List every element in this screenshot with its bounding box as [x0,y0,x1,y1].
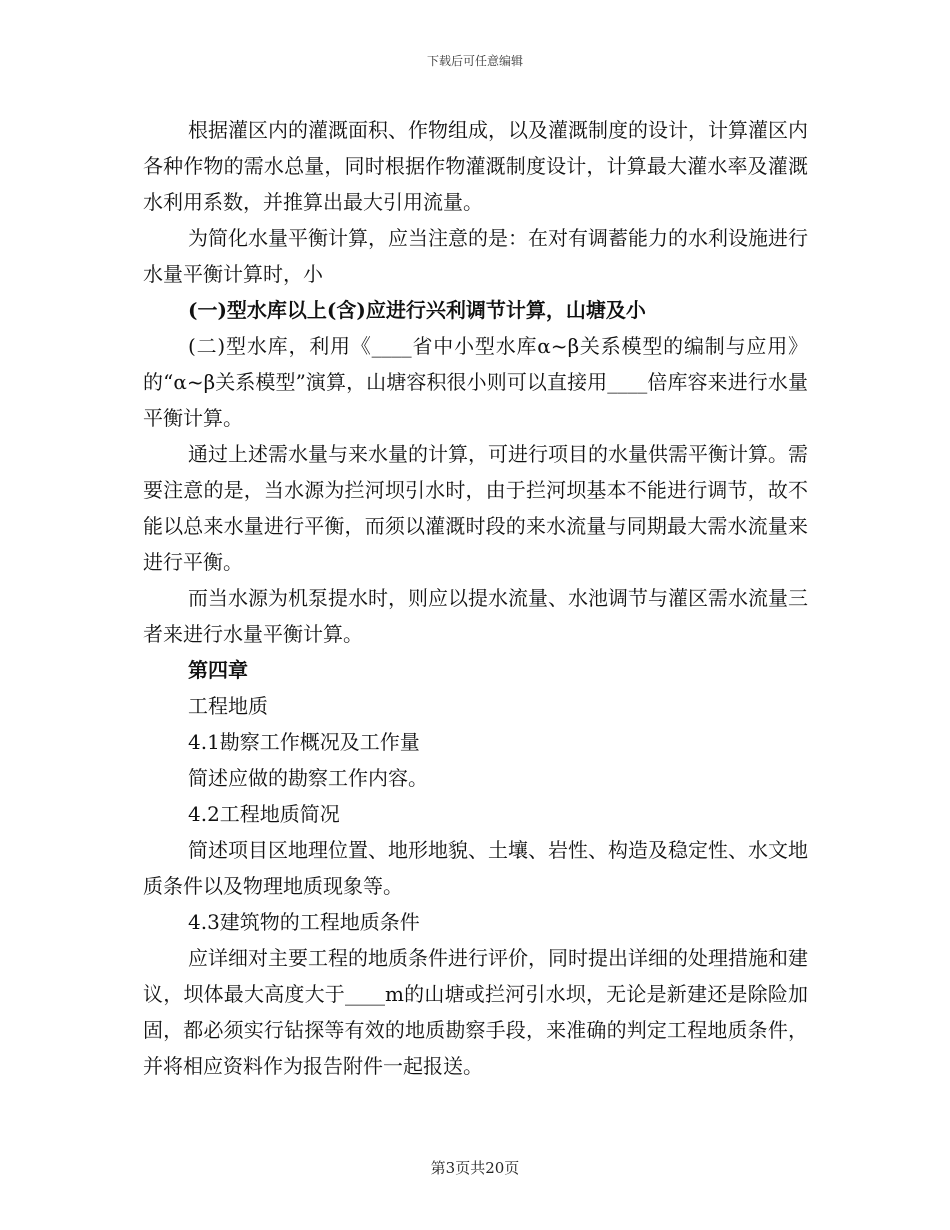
paragraph-3: (一)型水库以上(含)应进行兴利调节计算，山塘及小 [188,298,646,322]
paragraph-8: 简述项目区地理位置、地形地貌、土壤、岩性、构造及稳定性、水文地质条件以及物理地质现象等。 [143,838,808,898]
section-heading-4-3: 4.3建筑物的工程地质条件 [188,910,420,934]
paragraph-6: 而当水源为机泵提水时，则应以提水流量、水池调节与灌区需水流量三者来进行水量平衡计算。 [143,586,808,646]
paragraph-7: 简述应做的勘察工作内容。 [188,766,428,790]
page-footer: 第3页共20页 [430,1159,520,1177]
chapter-heading: 第四章 [188,658,248,682]
section-heading-4-2: 4.2工程地质简况 [188,802,340,826]
paragraph-9: 应详细对主要工程的地质条件进行评价，同时提出详细的处理措施和建议，坝体最大高度大于____m的山塘或拦河引水坝，无论是新建还是除险加固，都必须实行钻探等有效的地质勘察手段，来准确的判定工程地质条件，并将相应资料作为报告附件一起报送。 [143,946,808,1078]
paragraph-2: 为简化水量平衡计算，应当注意的是：在对有调蓄能力的水利设施进行水量平衡计算时，小 [143,226,808,286]
paragraph-5: 通过上述需水量与来水量的计算，可进行项目的水量供需平衡计算。需要注意的是，当水源为拦河坝引水时，由于拦河坝基本不能进行调节，故不能以总来水量进行平衡，而须以灌溉时段的来水流量与同期最大需水流量来进行平衡。 [143,442,808,574]
paragraph-1: 根据灌区内的灌溉面积、作物组成，以及灌溉制度的设计，计算灌区内各种作物的需水总量，同时根据作物灌溉制度设计，计算最大灌水率及灌溉水利用系数，并推算出最大引用流量。 [143,118,808,214]
paragraph-4: (二)型水库，利用《____省中小型水库α~β关系模型的编制与应用》的“α~β关系模型”演算，山塘容积很小则可以直接用____倍库容来进行水量平衡计算。 [143,334,808,430]
section-heading-4-1: 4.1勘察工作概况及工作量 [188,730,420,754]
document-body [143,112,808,1084]
page-header: 下载后可任意编辑 [426,54,523,68]
chapter-title: 工程地质 [188,694,268,718]
